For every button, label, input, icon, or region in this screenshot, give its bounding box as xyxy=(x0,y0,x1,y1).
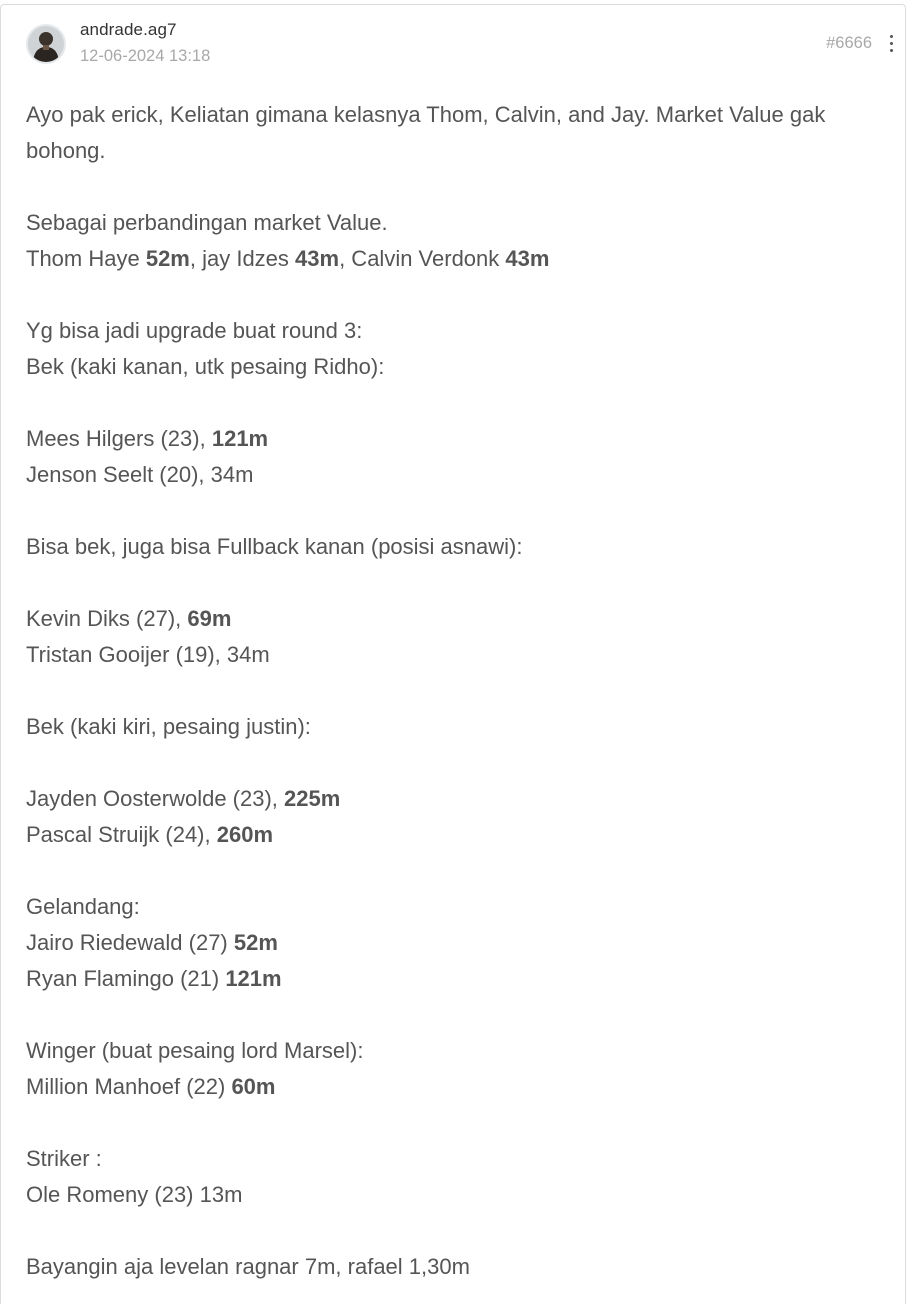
text-line: Sebagai perbandingan market Value. xyxy=(26,210,388,235)
text-line: Jairo Riedewald (27) 52m xyxy=(26,930,278,955)
post-timestamp: 12-06-2024 13:18 xyxy=(80,47,211,65)
text-line: Jenson Seelt (20), 34m xyxy=(26,462,254,487)
text-line: Ayo pak erick, Keliatan gimana kelasnya Thom, Calvin, and Jay. Market Value gak bohong. xyxy=(26,102,826,163)
text-line: Bek (kaki kanan, utk pesaing Ridho): xyxy=(26,354,385,379)
text-line: Bisa bek, juga bisa Fullback kanan (posisi asnawi): xyxy=(26,534,523,559)
text-line: Bayangin aja levelan ragnar 7m, rafael 1,30m xyxy=(26,1254,470,1279)
post-body xyxy=(26,97,896,1285)
text-line: Jayden Oosterwolde (23), 225m xyxy=(26,786,341,811)
text-line: Kevin Diks (27), 69m xyxy=(26,606,232,631)
username-link[interactable]: andrade.ag7 xyxy=(80,20,177,39)
text-line: Million Manhoef (22) 60m xyxy=(26,1074,276,1099)
text-line: Ole Romeny (23) 13m xyxy=(26,1182,243,1207)
forum-post xyxy=(0,4,906,1304)
text-line: Tristan Gooijer (19), 34m xyxy=(26,642,270,667)
kebab-menu-icon[interactable] xyxy=(887,35,895,55)
text-line: Mees Hilgers (23), 121m xyxy=(26,426,269,451)
text-line: Gelandang: xyxy=(26,894,140,919)
text-line: Thom Haye 52m, jay Idzes 43m, Calvin Verdonk 43m xyxy=(26,246,550,271)
text-line: Pascal Struijk (24), 260m xyxy=(26,822,274,847)
text-line: Yg bisa jadi upgrade buat round 3: xyxy=(26,318,363,343)
post-number-link[interactable]: #6666 xyxy=(826,34,872,52)
text-line: Striker : xyxy=(26,1146,102,1171)
text-line: Ryan Flamingo (21) 121m xyxy=(26,966,282,991)
text-line: Bek (kaki kiri, pesaing justin): xyxy=(26,714,311,739)
user-avatar[interactable] xyxy=(26,24,66,64)
text-line: Winger (buat pesaing lord Marsel): xyxy=(26,1038,364,1063)
